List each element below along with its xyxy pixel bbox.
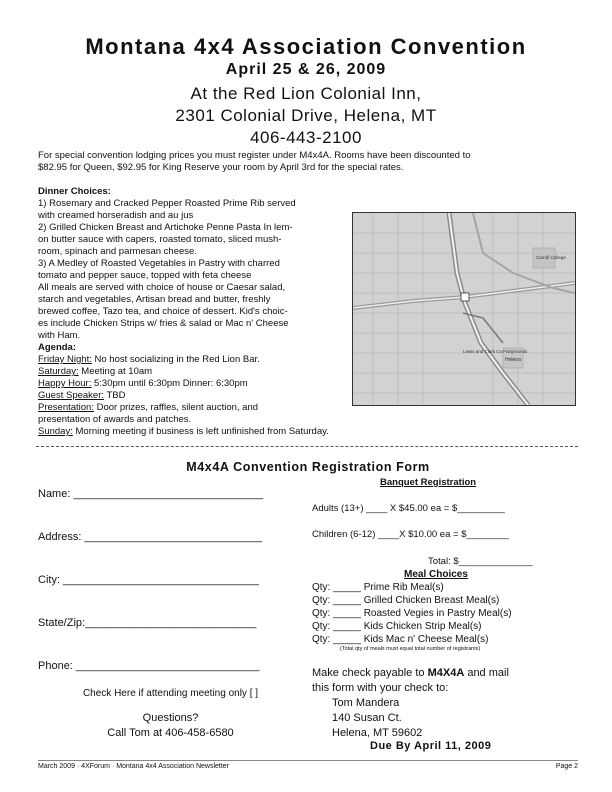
payment-line: Make check payable to M4X4A and mail — [312, 667, 509, 679]
dinner-line: 1) Rosemary and Cracked Pepper Roasted Prime Rib served — [38, 198, 296, 209]
page-title: Montana 4x4 Association Convention — [85, 34, 527, 59]
meal-qty-vegies[interactable]: Qty: _____ Roasted Vegies in Pastry Meal(s) — [312, 608, 512, 619]
dinner-line: starch and vegetables, Artisan bread and butter, freshly — [38, 294, 271, 305]
dinner-line: All meals are served with choice of house or Caesar salad, — [38, 282, 286, 293]
form-title: M4x4A Convention Registration Form — [186, 460, 430, 474]
dinner-line: es include Chicken Strips w/ fries & salad or Mac n' Cheese — [38, 318, 289, 329]
meeting-only-checkbox[interactable]: Check Here if attending meeting only [ ] — [82, 688, 259, 699]
banquet-heading: Banquet Registration — [380, 477, 477, 488]
map-graphic — [353, 213, 575, 405]
total-field[interactable]: Total: $______________ — [428, 556, 533, 567]
meal-qty-prime-rib[interactable]: Qty: _____ Prime Rib Meal(s) — [312, 582, 444, 593]
meal-note: (Total qty of meals must equal total number of registrants) — [340, 646, 481, 652]
agenda-presentation-cont: presentation of awards and patches. — [38, 414, 192, 425]
map-label: Carroll College — [536, 255, 566, 260]
map-label: Lewis and Clark Co Fairgrounds — [463, 349, 528, 354]
footer-left: March 2009 · 4XForum · Montana 4x4 Association Newsletter — [38, 763, 230, 770]
agenda-happy-hour: Happy Hour: 5:30pm until 6:30pm Dinner: 6:30pm — [38, 378, 248, 389]
dinner-line: tomato and pepper sauce, topped with feta cheese — [38, 270, 252, 281]
dinner-line: room, spinach and parmesan cheese. — [38, 246, 197, 257]
meal-qty-kids-mac[interactable]: Qty: _____ Kids Mac n' Cheese Meal(s) — [312, 634, 489, 645]
lodging-info — [38, 150, 578, 174]
children-field[interactable]: Children (6-12) ____X $10.00 ea = $________ — [312, 529, 509, 540]
agenda-sunday: Sunday: Morning meeting if business is left unfinished from Saturday. — [38, 426, 329, 437]
agenda-saturday: Saturday: Meeting at 10am — [38, 366, 153, 377]
page-footer — [38, 760, 578, 770]
venue-name: At the Red Lion Colonial Inn, — [190, 84, 422, 103]
mail-street: 140 Susan Ct. — [332, 712, 402, 724]
venue-address: 2301 Colonial Drive, Helena, MT — [175, 106, 437, 125]
dinner-line: 2) Grilled Chicken Breast and Artichoke Penne Pasta In lem- — [38, 222, 293, 233]
agenda-heading: Agenda: — [38, 342, 76, 353]
address-field[interactable]: Address: _____________________________ — [38, 531, 262, 543]
venue-phone: 406-443-2100 — [250, 128, 362, 147]
agenda-friday: Friday Night: No host socializing in the Red Lion Bar. — [38, 354, 260, 365]
due-date: Due By April 11, 2009 — [370, 740, 492, 752]
page-number: Page 2 — [555, 763, 578, 770]
location-map — [352, 212, 576, 406]
questions-label: Questions? — [142, 712, 199, 724]
contact-phone: Call Tom at 406-458-6580 — [107, 727, 234, 739]
meal-qty-chicken[interactable]: Qty: _____ Grilled Chicken Breast Meal(s) — [312, 595, 500, 606]
mail-city: Helena, MT 59602 — [332, 727, 423, 739]
agenda-presentation: Presentation: Door prizes, raffles, silent auction, and — [38, 402, 259, 413]
mail-name: Tom Mandera — [332, 697, 400, 709]
dinner-line: with Ham. — [38, 330, 81, 341]
payment-line-2: this form with your check to: — [312, 682, 449, 694]
dinner-line: brewed coffee, Tazo tea, and choice of dessert. Kid's choic- — [38, 306, 288, 317]
dinner-line: on butter sauce with capers, roasted tomato, sliced mush- — [38, 234, 282, 245]
cut-line — [36, 446, 578, 447]
meal-heading: Meal Choices — [404, 569, 468, 580]
agenda-speaker: Guest Speaker: TBD — [38, 390, 126, 401]
adults-field[interactable]: Adults (13+) ____ X $45.00 ea = $_________ — [312, 503, 505, 514]
state-zip-field[interactable]: State/Zip:____________________________ — [38, 617, 257, 629]
dinner-line: with creamed horseradish and au jus — [38, 210, 194, 221]
name-field[interactable]: Name: _______________________________ — [38, 488, 264, 500]
lodging-line: For special convention lodging prices you must register under M4x4A. Rooms have been discounted to — [38, 150, 471, 161]
phone-field[interactable]: Phone: ______________________________ — [38, 660, 260, 672]
event-dates: April 25 & 26, 2009 — [225, 61, 387, 78]
meal-qty-kids-chicken[interactable]: Qty: _____ Kids Chicken Strip Meal(s) — [312, 621, 482, 632]
dinner-heading: Dinner Choices: — [38, 186, 111, 197]
dinner-section — [38, 186, 350, 438]
dinner-line: 3) A Medley of Roasted Vegetables in Pastry with charred — [38, 258, 280, 269]
map-label: Helena — [505, 357, 521, 363]
city-field[interactable]: City: ________________________________ — [38, 574, 259, 586]
lodging-line: $82.95 for Queen, $92.95 for King Reserve your room by April 3rd for the special rates. — [38, 162, 404, 173]
